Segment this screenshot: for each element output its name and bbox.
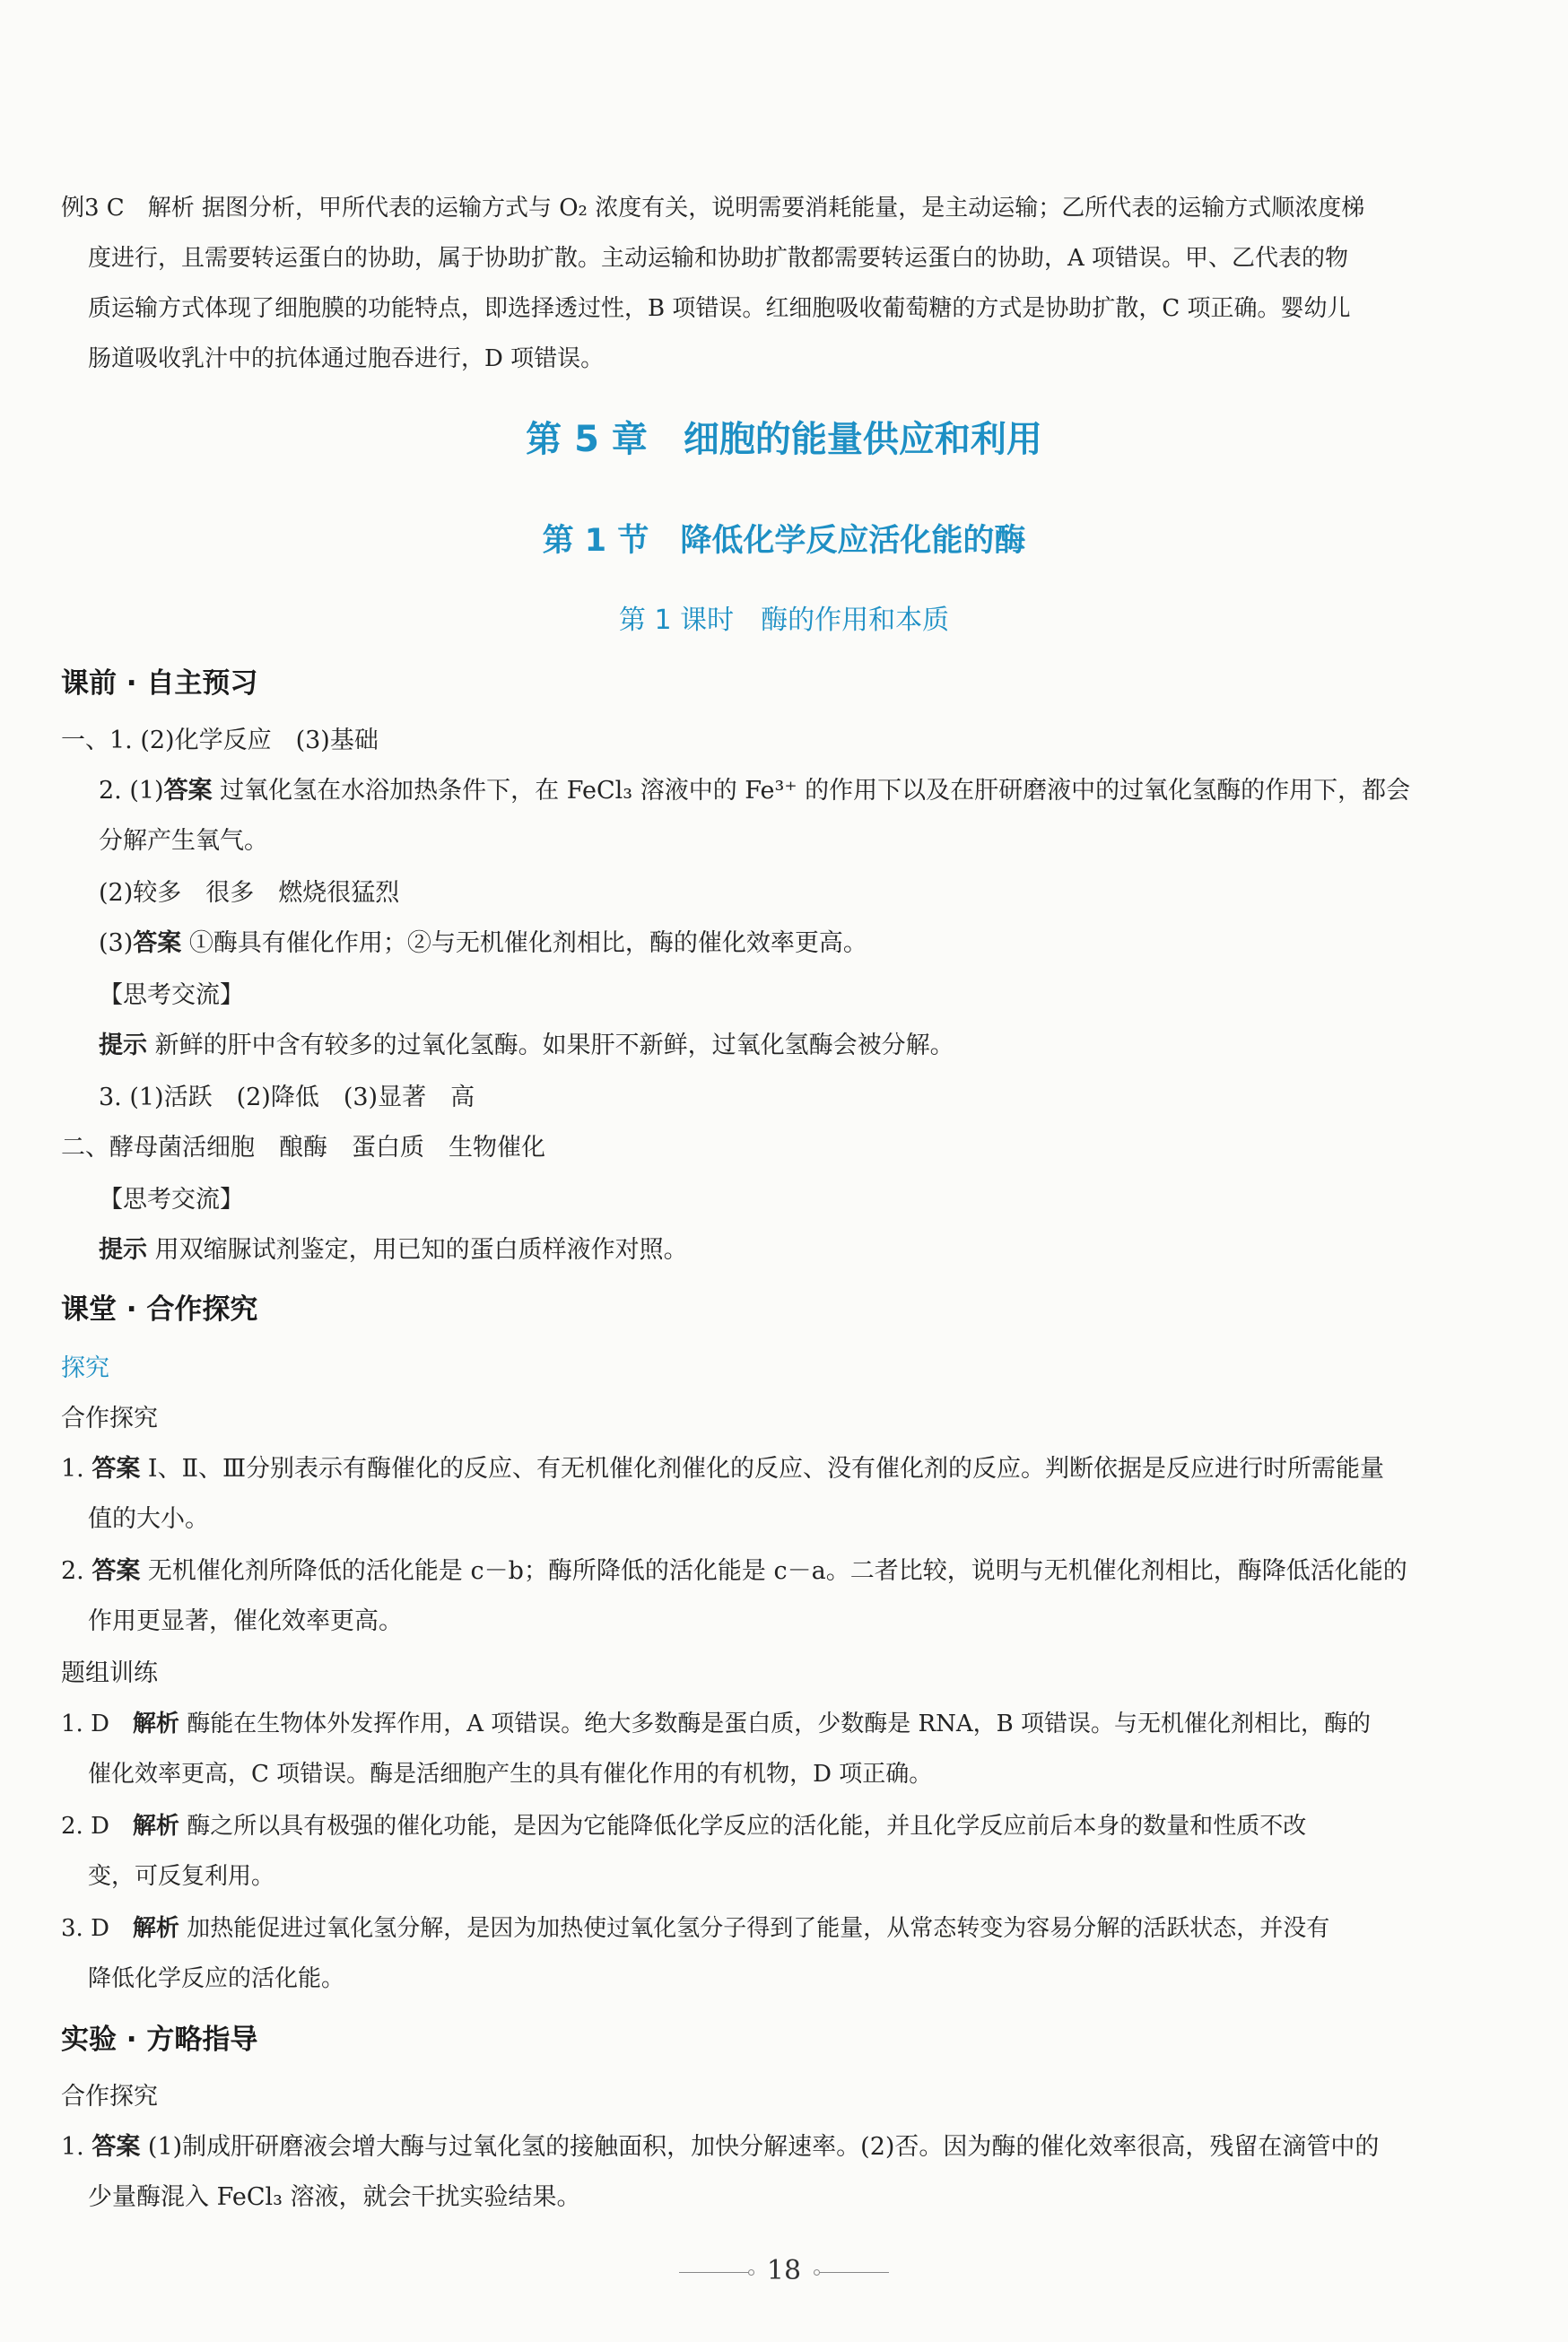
item-number: 2. D: [61, 1813, 133, 1840]
problem-group-label: 题组训练: [61, 1659, 158, 1687]
pre-line-3: 分解产生氧气。: [99, 827, 268, 855]
analysis-label: 解析: [132, 1915, 179, 1942]
train-1-line-1: [61, 1706, 1371, 1742]
page-footer: [0, 2253, 1568, 2289]
answer-text: ①酶具有催化作用；②与无机催化剂相比，酶的催化效率更高。: [181, 929, 867, 957]
answer-label: 答案: [91, 1455, 141, 1483]
section-title: 第 1 节 降低化学反应活化能的酶: [542, 523, 1026, 559]
class-q2-line-2: 作用更显著，催化效率更高。: [88, 1607, 403, 1635]
class-q2-line-1: [61, 1554, 1407, 1589]
chapter-title: 第 5 章 细胞的能量供应和利用: [526, 419, 1042, 460]
train-3-line-2: 降低化学反应的活化能。: [88, 1965, 345, 1992]
footer-rule-right: [817, 2272, 889, 2273]
ex3-line-4: 肠道吸收乳汁中的抗体通过胞吞进行，D 项错误。: [88, 345, 605, 372]
item-number: 1. D: [61, 1711, 133, 1737]
answer-text: (1)制成肝研磨液会增大酶与过氧化氢的接触面积，加快分解速率。(2)否。因为酶的催化效率很高，残留在滴管中的: [140, 2133, 1380, 2161]
experiment-heading: 实验 · 方略指导: [61, 2024, 258, 2056]
analysis-label: 解析: [132, 1813, 179, 1840]
exp-q1-line-1: [61, 2129, 1379, 2165]
page-number: 18: [766, 2255, 802, 2286]
class-q1-line-2: 值的大小。: [88, 1505, 209, 1533]
pre-class-heading: 课前 · 自主预习: [61, 667, 258, 700]
item-number: 2.: [61, 1557, 92, 1585]
train-3-line-1: [61, 1911, 1329, 1946]
think-exchange-1: 【思考交流】: [99, 981, 244, 1009]
hint-label: 提示: [99, 1032, 147, 1059]
pre-line-2: [99, 773, 1410, 809]
answer-text: 无机催化剂所降低的活化能是 c－b；酶所降低的活化能是 c－a。二者比较，说明与无机催化剂相比，酶降低活化能的: [140, 1557, 1407, 1585]
ex3-line-2: 度进行，且需要转运蛋白的协助，属于协助扩散。主动运输和协助扩散都需要转运蛋白的协助，A 项错误。甲、乙代表的物: [88, 245, 1349, 272]
item-number: 2. (1): [99, 777, 164, 805]
item-number: (3): [99, 929, 134, 957]
pre-line-5: [99, 926, 867, 962]
ex3-line-1: 例3 C 解析 据图分析，甲所代表的运输方式与 O₂ 浓度有关，说明需要消耗能量，是主动运输；乙所代表的运输方式顺浓度梯: [61, 195, 1365, 222]
pre-line-7: [99, 1028, 954, 1064]
answer-text: Ⅰ、Ⅱ、Ⅲ分别表示有酶催化的反应、有无机催化剂催化的反应、没有催化剂的反应。判断依据是反应进行时所需能量: [140, 1455, 1384, 1483]
train-2-line-2: 变，可反复利用。: [88, 1863, 275, 1890]
item-number: 1.: [61, 2133, 92, 2161]
analysis-text: 加热能促进过氧化氢分解，是因为加热使过氧化氢分子得到了能量，从常态转变为容易分解的活跃状态，并没有: [179, 1915, 1330, 1942]
hint-text: 用双缩脲试剂鉴定，用已知的蛋白质样液作对照。: [147, 1236, 688, 1264]
pre-line-11: [99, 1232, 688, 1268]
hint-text: 新鲜的肝中含有较多的过氧化氢酶。如果肝不新鲜，过氧化氢酶会被分解。: [147, 1032, 954, 1059]
pre-line-1: 一、1. (2)化学反应 (3)基础: [61, 727, 379, 754]
train-2-line-1: [61, 1808, 1306, 1844]
lesson-title: 第 1 课时 酶的作用和本质: [618, 605, 950, 636]
analysis-text: 酶能在生物体外发挥作用，A 项错误。绝大多数酶是蛋白质，少数酶是 RNA，B 项错误。与无机催化剂相比，酶的: [179, 1711, 1371, 1737]
ex3-line-3: 质运输方式体现了细胞膜的功能特点，即选择透过性，B 项错误。红细胞吸收葡萄糖的方式是协助扩散，C 项正确。婴幼儿: [88, 295, 1351, 322]
exp-q1-line-2: 少量酶混入 FeCl₃ 溶液，就会干扰实验结果。: [88, 2183, 581, 2211]
answer-label: 答案: [163, 777, 213, 805]
answer-label: 答案: [91, 1557, 141, 1585]
class-q1-line-1: [61, 1451, 1384, 1487]
explore-label: 探究: [61, 1354, 109, 1382]
pre-line-9: 二、酵母菌活细胞 酿酶 蛋白质 生物催化: [61, 1134, 545, 1162]
pre-line-8: 3. (1)活跃 (2)降低 (3)显著 高: [99, 1084, 475, 1111]
train-1-line-2: 催化效率更高，C 项错误。酶是活细胞产生的具有催化作用的有机物，D 项正确。: [88, 1761, 933, 1788]
answer-label: 答案: [133, 929, 182, 957]
hint-label: 提示: [99, 1236, 147, 1264]
answer-label: 答案: [91, 2133, 141, 2161]
analysis-label: 解析: [132, 1711, 179, 1737]
coop-explore-label: 合作探究: [61, 1405, 158, 1432]
analysis-text: 酶之所以具有极强的催化功能，是因为它能降低化学反应的活化能，并且化学反应前后本身的数量和性质不改: [179, 1813, 1307, 1840]
item-number: 1.: [61, 1455, 92, 1483]
footer-rule-left: [679, 2272, 751, 2273]
item-number: 3. D: [61, 1915, 133, 1942]
answer-text: 过氧化氢在水浴加热条件下，在 FeCl₃ 溶液中的 Fe³⁺ 的作用下以及在肝研磨液中的过氧化氢酶的作用下，都会: [212, 777, 1411, 805]
classroom-heading: 课堂 · 合作探究: [61, 1293, 258, 1326]
pre-line-4: (2)较多 很多 燃烧很猛烈: [99, 879, 400, 907]
think-exchange-2: 【思考交流】: [99, 1186, 244, 1214]
exp-coop-label: 合作探究: [61, 2083, 158, 2111]
